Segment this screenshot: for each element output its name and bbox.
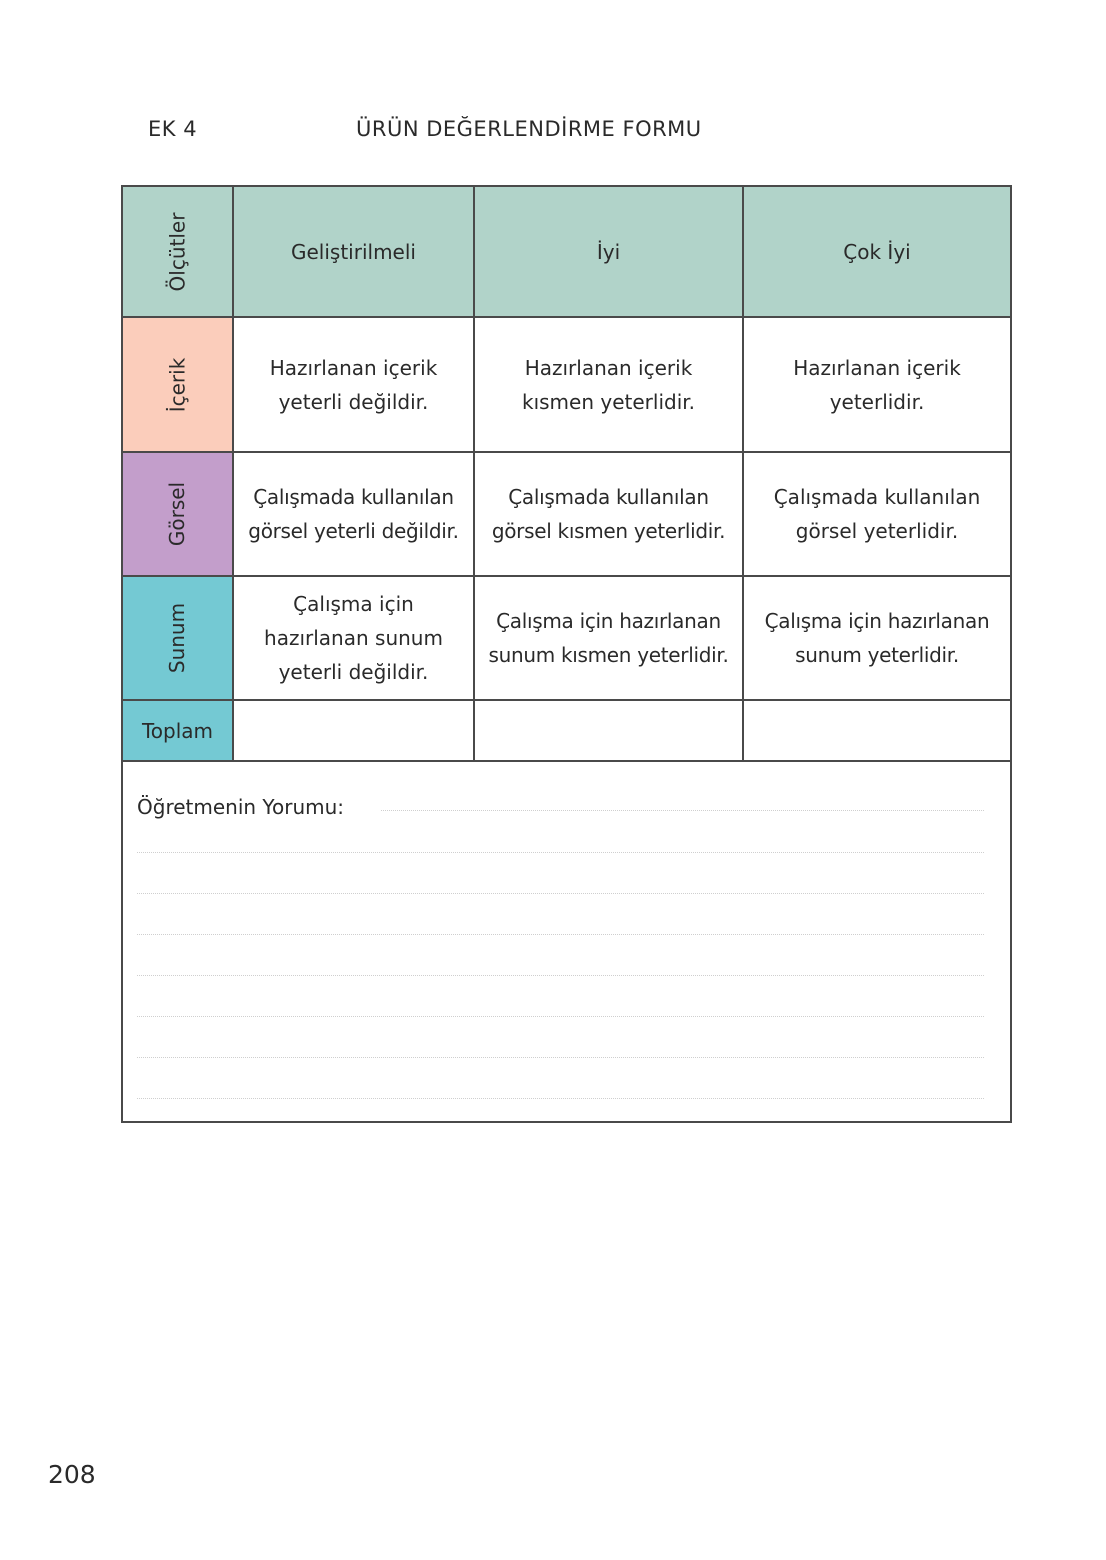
form-title: ÜRÜN DEĞERLENDİRME FORMU bbox=[356, 117, 702, 141]
writing-line bbox=[137, 893, 984, 894]
appendix-label: EK 4 bbox=[148, 117, 198, 141]
writing-line bbox=[137, 1098, 984, 1099]
rubric-cell[interactable] bbox=[743, 576, 1011, 700]
rubric-cell[interactable] bbox=[474, 452, 743, 576]
rubric-cell[interactable] bbox=[233, 576, 474, 700]
evaluation-table bbox=[121, 185, 1012, 1123]
rubric-text: Çalışmada kullanılan görsel yeterli değildir. bbox=[248, 485, 459, 543]
writing-line bbox=[137, 934, 984, 935]
rubric-text: Hazırlanan içerik yeterli değildir. bbox=[269, 355, 438, 414]
criteria-header-cell bbox=[122, 186, 233, 317]
comment-row bbox=[122, 761, 1011, 1122]
rubric-text: Çalışmada kullanılan görsel kısmen yeterlidir. bbox=[491, 485, 726, 543]
total-input[interactable] bbox=[474, 700, 743, 761]
rubric-cell[interactable] bbox=[233, 317, 474, 452]
table-row bbox=[122, 452, 1011, 576]
writing-line bbox=[381, 810, 984, 811]
criterion-label: Sunum bbox=[165, 602, 190, 674]
total-label: Toplam bbox=[122, 700, 233, 761]
rubric-text: Hazırlanan içerik yeterlidir. bbox=[793, 355, 961, 414]
level-header-good: İyi bbox=[474, 186, 743, 317]
level-header-very-good: Çok İyi bbox=[743, 186, 1011, 317]
table-row bbox=[122, 576, 1011, 700]
header-row bbox=[122, 186, 1011, 317]
level-header-needs-improvement: Geliştirilmeli bbox=[233, 186, 474, 317]
rubric-text: Hazırlanan içerik kısmen yeterlidir. bbox=[522, 355, 695, 414]
criterion-cell bbox=[122, 452, 233, 576]
rubric-cell[interactable] bbox=[743, 317, 1011, 452]
total-input[interactable] bbox=[233, 700, 474, 761]
rubric-text: Çalışma için hazırlanan sunum kısmen yeterlidir. bbox=[488, 609, 729, 667]
comment-label: Öğretmenin Yorumu: bbox=[137, 795, 345, 819]
rubric-text: Çalışma için hazırlanan sunum yeterli değildir. bbox=[264, 592, 443, 684]
writing-line bbox=[137, 852, 984, 853]
rubric-cell[interactable] bbox=[743, 452, 1011, 576]
rubric-cell[interactable] bbox=[233, 452, 474, 576]
total-input[interactable] bbox=[743, 700, 1011, 761]
writing-line bbox=[137, 975, 984, 976]
writing-line bbox=[137, 1057, 984, 1058]
comment-area[interactable] bbox=[122, 761, 1011, 1122]
criterion-label: Görsel bbox=[165, 481, 190, 547]
criteria-header: Ölçütler bbox=[165, 212, 190, 291]
criterion-cell bbox=[122, 317, 233, 452]
table-row bbox=[122, 317, 1011, 452]
writing-line bbox=[137, 1016, 984, 1017]
rubric-cell[interactable] bbox=[474, 317, 743, 452]
criterion-label: İçerik bbox=[165, 357, 190, 412]
page-number: 208 bbox=[48, 1460, 96, 1489]
criterion-cell bbox=[122, 576, 233, 700]
rubric-text: Çalışma için hazırlanan sunum yeterlidir. bbox=[764, 609, 990, 667]
rubric-text: Çalışmada kullanılan görsel yeterlidir. bbox=[773, 485, 981, 543]
total-row bbox=[122, 700, 1011, 761]
rubric-cell[interactable] bbox=[474, 576, 743, 700]
